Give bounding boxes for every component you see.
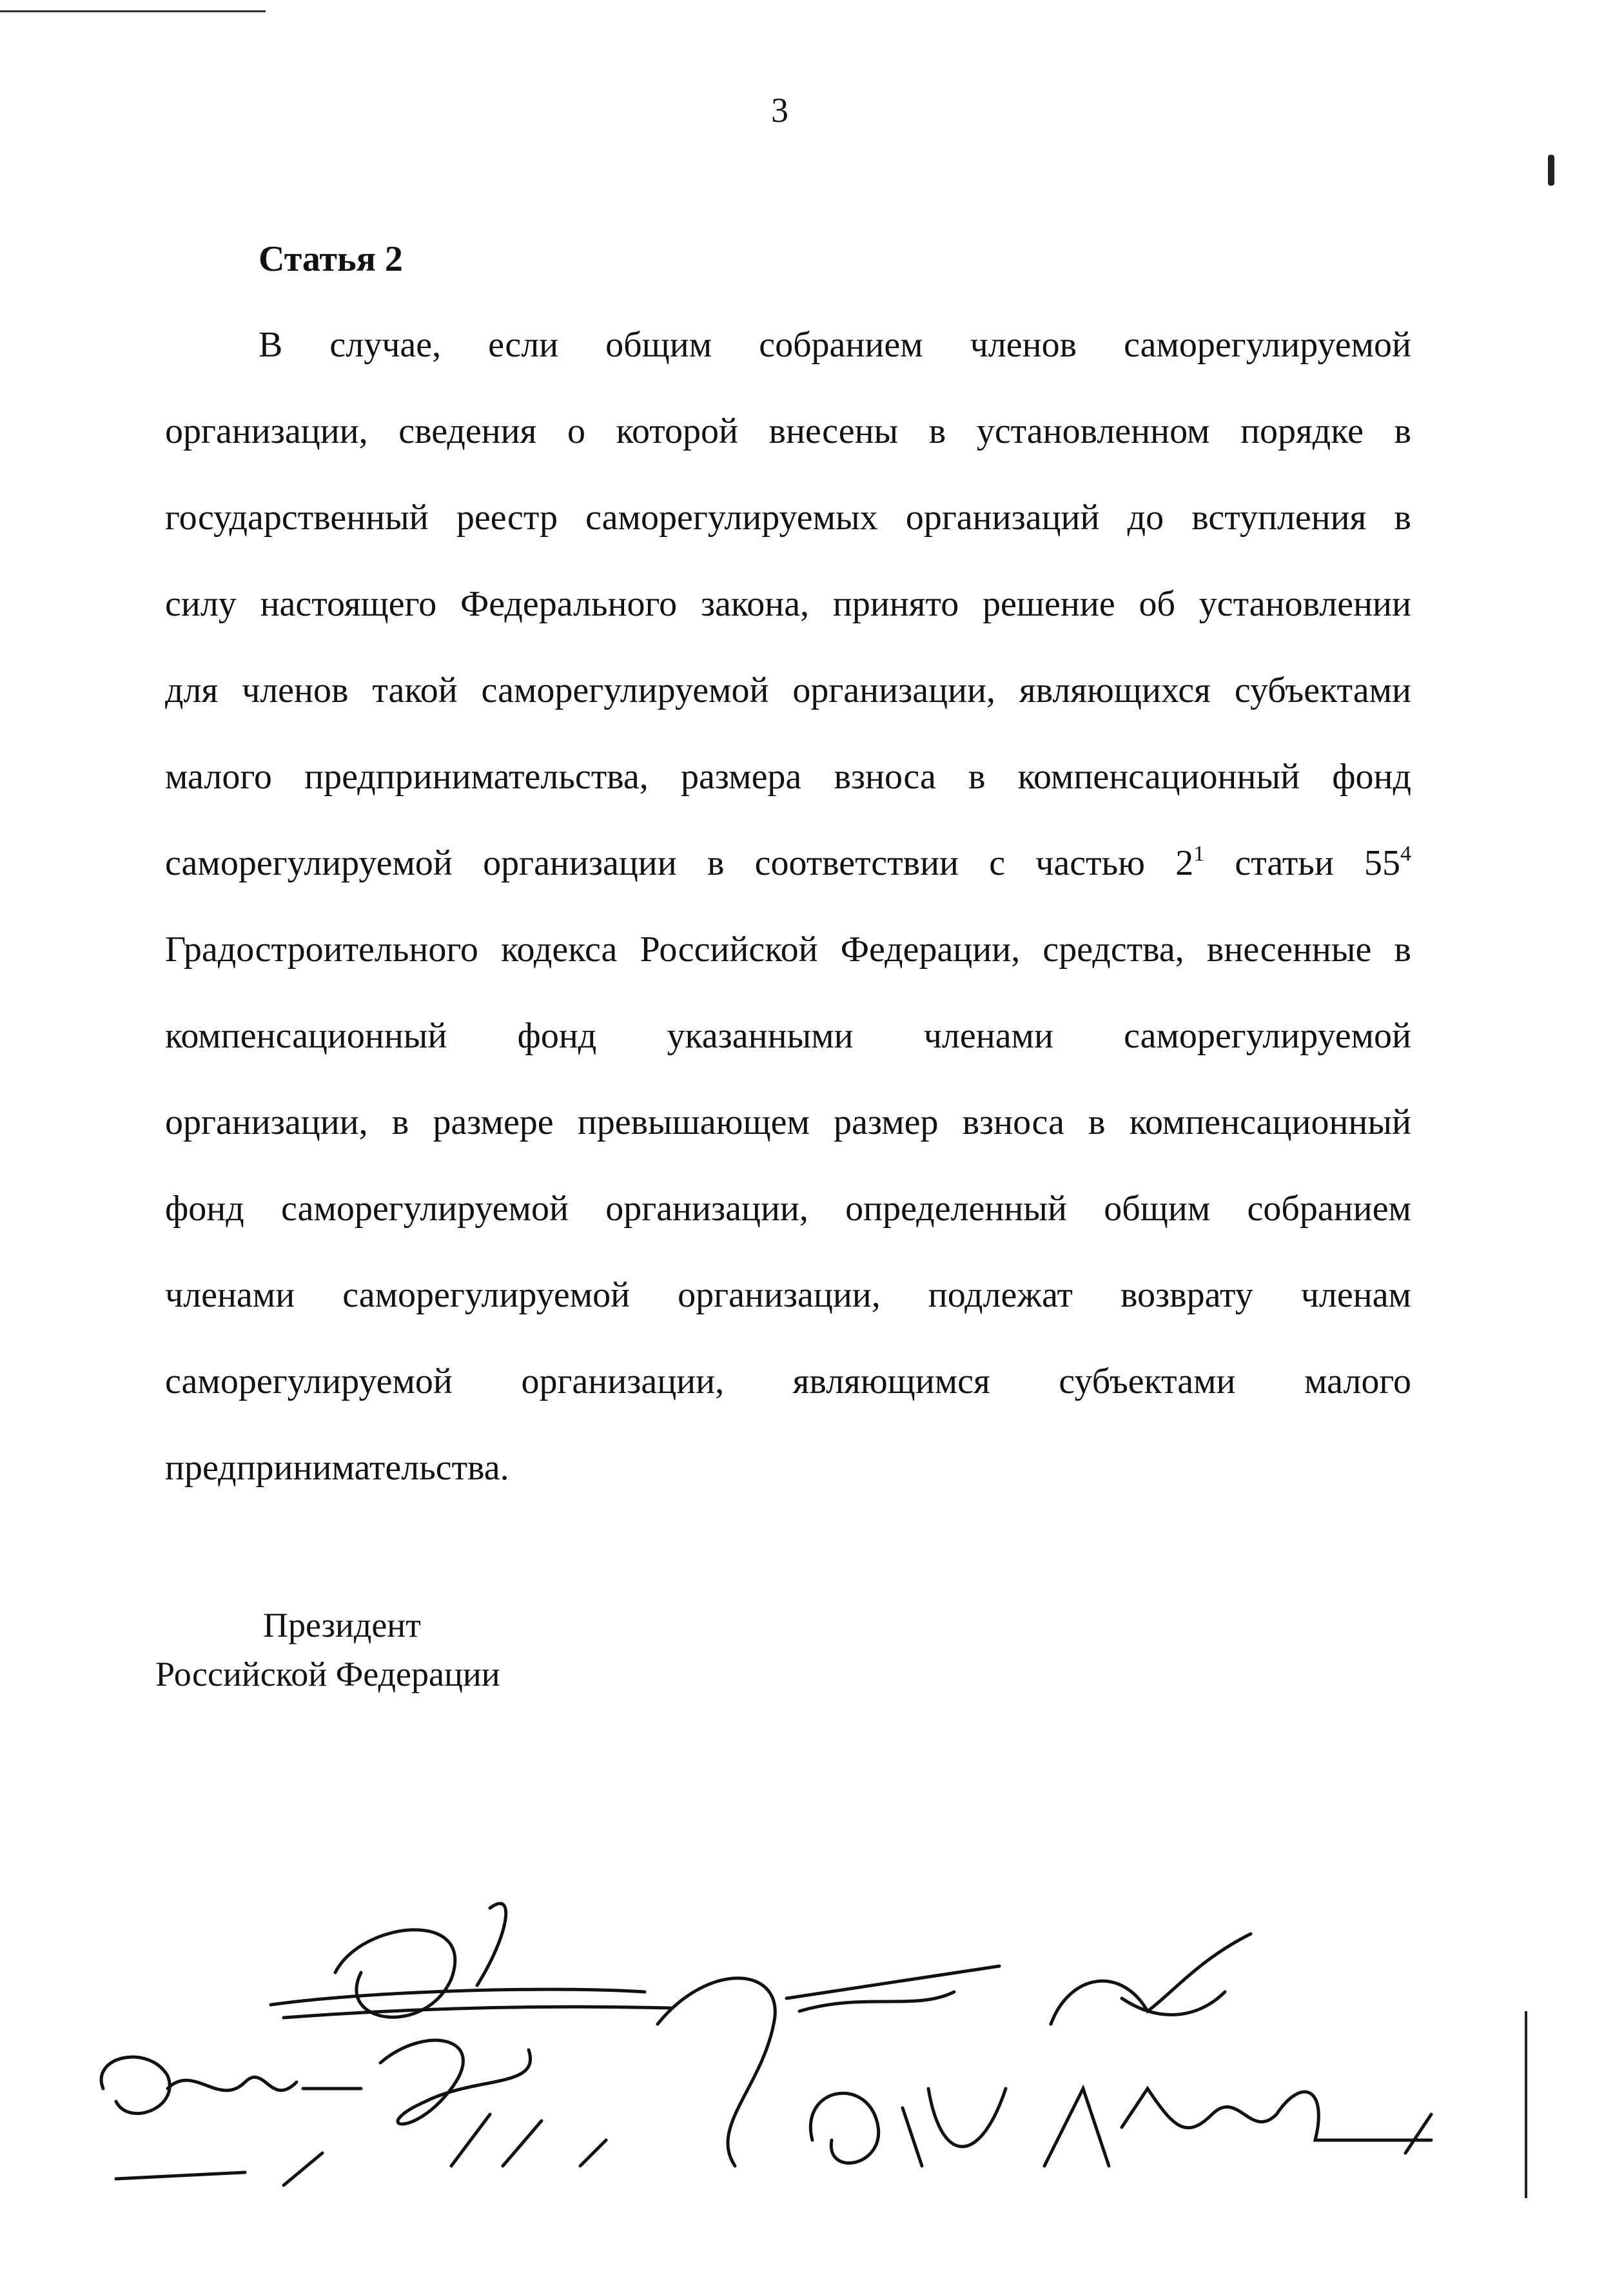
text-line: фонд саморегулируемой организации, определенный общим собранием — [165, 1189, 1411, 1229]
text-line: членами саморегулируемой организации, подлежат возврату членам — [165, 1275, 1411, 1315]
text-line: малого предпринимательства, размера взноса в компенсационный фонд — [165, 757, 1411, 797]
top-rule — [0, 10, 266, 12]
signature-stroke — [658, 1966, 999, 2166]
signature-stroke — [335, 1904, 506, 2017]
signature-stroke — [1051, 1934, 1251, 2024]
text-line: силу настоящего Федерального закона, принято решение об установлении — [165, 584, 1411, 624]
signature-stroke — [380, 2040, 606, 2166]
handwritten-signatures — [90, 1895, 1476, 2205]
text-line: Градостроительного кодекса Российской Федерации, средства, внесенные в — [165, 930, 1411, 970]
text-line: организации, сведения о которой внесены в установленном порядке в — [165, 411, 1411, 451]
text-segment: статьи 55 — [1204, 843, 1400, 883]
text-line: саморегулируемой организации, являющимся субъектами малого — [165, 1361, 1411, 1401]
signature-stroke — [810, 2089, 1006, 2166]
margin-mark — [1548, 155, 1554, 186]
superscript: 4 — [1400, 842, 1411, 866]
signatory-title-2: Российской Федерации — [155, 1655, 500, 1693]
text-line — [165, 841, 1411, 927]
article-heading: Статья 2 — [259, 239, 403, 279]
text-line: предпринимательства. — [165, 1448, 509, 1488]
signature-stroke — [271, 1989, 670, 2018]
text-line: государственный реестр саморегулируемых организаций до вступления в — [165, 498, 1411, 538]
text-segment: саморегулируемой организации в соответствии с частью 2 — [165, 843, 1194, 883]
text-line: В случае, если общим собранием членов саморегулируемой — [259, 325, 1411, 365]
text-line: компенсационный фонд указанными членами саморегулируемой — [165, 1016, 1411, 1056]
signature-stroke — [101, 2057, 361, 2113]
superscript: 1 — [1193, 842, 1205, 866]
margin-line — [1525, 2011, 1527, 2198]
text-line: организации, в размере превышающем размер взноса в компенсационный — [165, 1102, 1411, 1142]
signature-stroke — [1044, 2089, 1431, 2166]
text-line: для членов такой саморегулируемой организации, являющихся субъектами — [165, 670, 1411, 710]
article-body — [165, 322, 1411, 1532]
signature-stroke — [116, 2153, 322, 2185]
page-number: 3 — [771, 91, 788, 130]
signatory-title: Президент — [263, 1606, 421, 1644]
